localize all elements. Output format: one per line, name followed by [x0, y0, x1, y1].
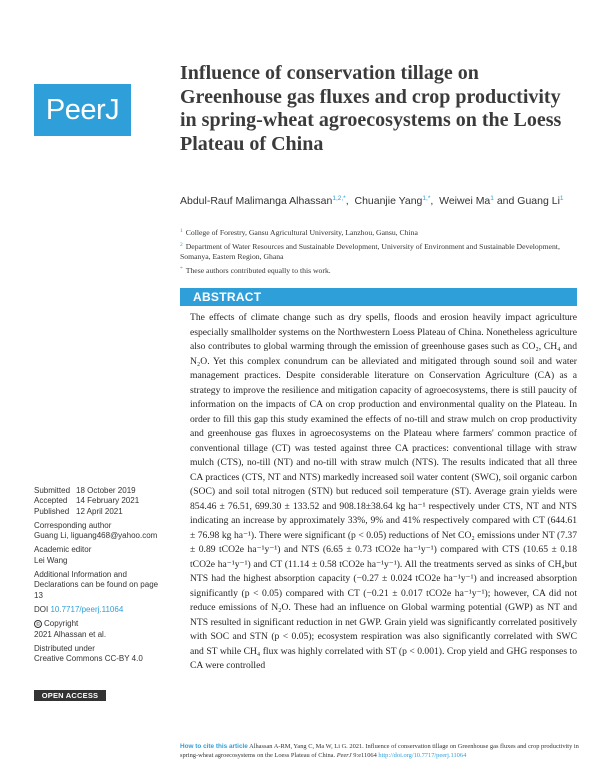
- license-label: Distributed under: [34, 643, 95, 653]
- author-and: and: [496, 195, 515, 207]
- additional-info-note: Additional Information and Declarations can be found on page 13: [34, 570, 159, 600]
- affiliations: [180, 226, 575, 278]
- academic-editor-name: Lei Wang: [34, 555, 68, 565]
- citation-text: Alhassan A-RM, Yang C, Ma W, Li G. 2021. Influence of conservation tillage on Greenhouse gas fluxes and crop productivity in spring-wheat agroecosystems on the Loess Plateau of China.: [180, 743, 579, 759]
- academic-editor-label: Academic editor: [34, 545, 92, 555]
- author-name[interactable]: Abdul-Rauf Malimanga Alhassan: [180, 195, 333, 207]
- abstract-heading: ABSTRACT: [180, 288, 577, 306]
- author-affil-sup: 1: [559, 195, 564, 202]
- author-affil-sup: 1,2,*: [332, 195, 346, 202]
- article-info-sidebar: [34, 486, 164, 664]
- author-name[interactable]: Weiwei Ma: [439, 195, 491, 207]
- affiliation: $^1$ College of Forestry, Gansu Agricultural University, Lanzhou, Gansu, China: [180, 228, 418, 237]
- doi-link[interactable]: 10.7717/peerj.11064: [50, 604, 124, 614]
- submitted-date: 18 October 2019: [76, 486, 136, 495]
- article-dates: [34, 486, 164, 517]
- copyright-holder: 2021 Alhassan et al.: [34, 629, 107, 639]
- peerj-logo: PeerJ: [34, 84, 131, 136]
- author-list: Abdul-Rauf Malimanga Alhassan$^{1,2,*}$, Chuanjie Yang$^{1,*}$, Weiwei Ma$^1$ and Guang Li$^1$: [180, 195, 564, 207]
- doi-line: [34, 605, 164, 615]
- copyright-icon: ©: [35, 622, 41, 629]
- corresponding-author-email[interactable]: Guang Li, liguang468@yahoo.com: [34, 531, 158, 541]
- license-link[interactable]: Creative Commons CC-BY 4.0: [34, 654, 143, 664]
- submitted-label: Submitted: [34, 486, 71, 495]
- open-access-badge: OPEN ACCESS: [34, 690, 106, 701]
- abstract-body: The effects of climate change such as dry spells, floods and erosion heavily impact agriculture especially smallholder systems on the Northwestern Loess Plateau of China. Nonetheless agriculture also contributes to global warming through the emission of greenhouse gases such as CO₂, CH₄ and N₂O. Yet this complex conundrum can be alleviated and mitigated through sound soil and water management practices. Despite considerable literature on Conservation Agriculture (CA) as a strategy to improve the resilience and mitigation capacity of agroecosystems, there is still paucity of information on the impacts of CA on crop production and environmental quality on the Plateau. In order to fill this gap this study examined the effects of no-till and straw mulch on crop productivity and greenhouse gas fluxes in agroecosystems on the Plateau where farmers' common practice of conventional tillage (CT) was tested against three CA practices: conventional tillage with straw mulch (CTS), no-till (NT) and no-till with straw mulch (NTS). The results indicated that all three CA practices (CTS, NT and NTS) markedly increased soil water content (SWC), soil organic carbon (SOC) and soil total nitrogen (STN) but reduced soil temperature (ST). Average grain yields were 854.46 ± 76.51, 699.30 ± 133.52 and 908.18±38.64 kg ha⁻¹ respectively under CTS, NT and NTS indicating an increase by approximately 33%, 9% and 41% respectively compared with CT (644.61 ± 76.98 kg ha⁻¹). There were significant (p < 0.05) reductions of Net CO₂ emissions under NT (7.37 ± 0.89 tCO2e ha⁻¹y⁻¹) and NTS (6.65 ± 0.73 tCO2e ha⁻¹y⁻¹) compared with CTS (10.65 ± 0.18 tCO2e ha⁻¹y⁻¹) and CT (11.14 ± 0.58 tCO2e ha⁻¹y⁻¹). All the treatments served as sinks of CH₄but NTS had the highest absorption capacity (−0.27 ± 0.024 tCO2e ha⁻¹y⁻¹) and increased absorption significantly (p < 0.05) compared with CT (−0.21 ± 0.017 tCO2e ha⁻¹y⁻¹); however, CA did not reduce emissions of N₂O. These had an influence on Global warming potential (GWP) as NT and NTS resulted in significant reduction in net GWP. Grain yield was significantly correlated positively with SOC and STN (p < 0.05); ecosystem respiration was also significantly correlated with SWC and ST while CH₄ flux was highly correlated with ST (p < 0.001). Crop yield and GHG responses to CA were controlled: [190, 312, 577, 671]
- article-title: Influence of conservation tillage on Greenhouse gas fluxes and crop productivity in spring-wheat agroecosystems on the Loess Plateau of China: [180, 62, 562, 155]
- citation-journal: PeerJ: [336, 751, 352, 759]
- doi-label: DOI: [34, 604, 49, 614]
- affiliation: * These authors contributed equally to this work.: [180, 266, 331, 276]
- citation-label: How to cite this article: [180, 743, 248, 750]
- accepted-date: 14 February 2021: [76, 496, 140, 506]
- corresponding-author-label: Corresponding author: [34, 520, 112, 530]
- citation-ref: 9:e11064: [353, 751, 377, 759]
- citation-footer: [180, 743, 580, 761]
- copyright-label: Copyright: [44, 619, 79, 629]
- author-affil-sup: 1: [490, 195, 494, 202]
- published-date: 12 April 2021: [76, 506, 123, 516]
- author-affil-sup: 1,*: [422, 195, 431, 202]
- accepted-label: Accepted: [34, 496, 68, 506]
- affiliation: $^2$ Department of Water Resources and Sustainable Development, University of Environment and Sustainable Development, Somanya, Eastern Region, Ghana: [180, 241, 560, 262]
- author-name[interactable]: Chuanjie Yang: [354, 195, 423, 207]
- author-name[interactable]: Guang Li: [517, 195, 560, 207]
- citation-doi-link[interactable]: http://doi.org/10.7717/peerj.11064: [378, 751, 467, 759]
- published-label: Published: [34, 506, 70, 516]
